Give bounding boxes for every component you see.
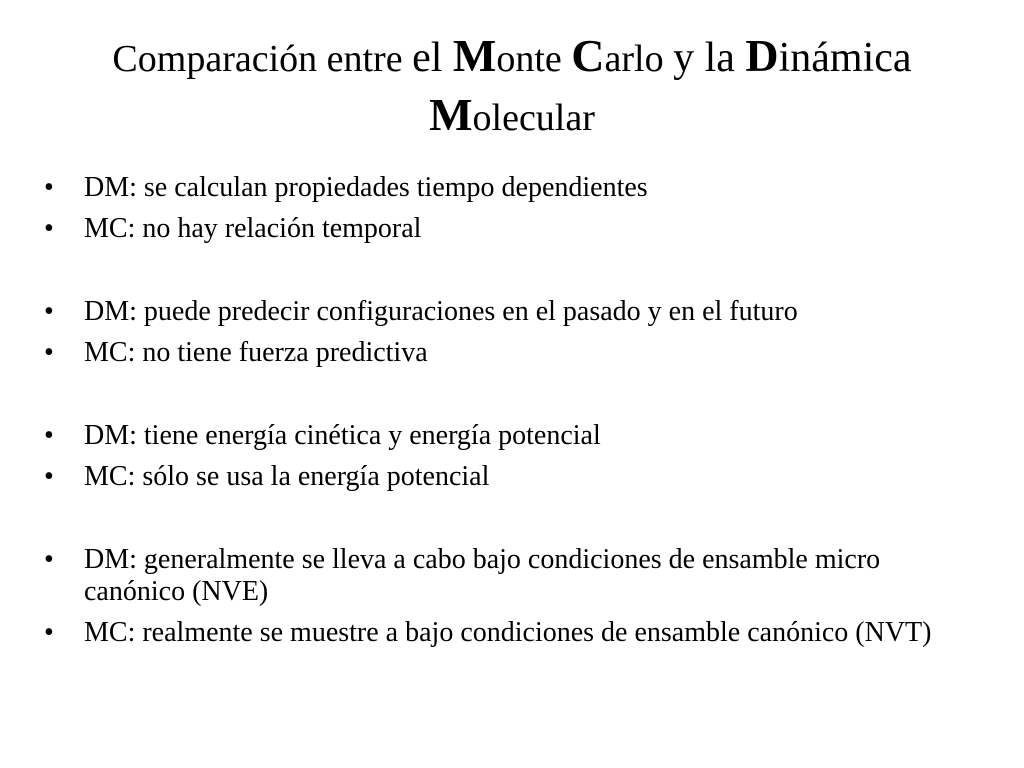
title-initial: C: [571, 30, 605, 81]
title-initial: M: [452, 30, 497, 81]
title-segment: el: [412, 35, 453, 81]
title-line-1: [20, 28, 1004, 87]
title-segment: arlo: [604, 38, 674, 80]
bullet-item: [44, 420, 984, 452]
bullet-dot: •: [44, 420, 54, 451]
bullet-text: DM: generalmente se lleva a cabo bajo condiciones de ensamble micro canónico (NVE): [84, 544, 881, 607]
bullet-item: [44, 337, 984, 369]
bullet-dot: •: [44, 172, 54, 203]
bullet-text: DM: puede predecir configuraciones en el pasado y en el futuro: [84, 296, 798, 327]
bullet-item: [44, 461, 984, 493]
bullet-item: [44, 213, 984, 245]
bullet-text: MC: realmente se muestre a bajo condiciones de ensamble canónico (NVT): [84, 617, 932, 648]
slide-title: [20, 28, 1004, 146]
bullet-dot: •: [44, 544, 54, 575]
bullet-text: MC: no hay relación temporal: [84, 213, 422, 244]
title-segment: inámica: [778, 35, 912, 81]
bullet-dot: •: [44, 617, 54, 648]
bullet-dot: •: [44, 296, 54, 327]
bullet-dot: •: [44, 337, 54, 368]
title-segment: y la: [673, 35, 746, 81]
bullet-dot: •: [44, 461, 54, 492]
title-segment: Comparación entre: [112, 38, 413, 80]
bullet-item: [44, 544, 984, 608]
bullet-text: DM: se calculan propiedades tiempo dependientes: [84, 172, 648, 203]
bullet-list: [44, 172, 984, 649]
bullet-item: [44, 172, 984, 204]
bullet-text: DM: tiene energía cinética y energía potencial: [84, 420, 601, 451]
title-segment: olecular: [472, 97, 595, 139]
bullet-dot: •: [44, 213, 54, 244]
bullet-item: [44, 296, 984, 328]
title-initial: M: [429, 89, 473, 140]
title-segment: onte: [496, 38, 572, 80]
title-line-2: [20, 87, 1004, 146]
bullet-text: MC: no tiene fuerza predictiva: [84, 337, 428, 368]
bullet-item: [44, 617, 984, 649]
bullet-text: MC: sólo se usa la energía potencial: [84, 461, 490, 492]
title-initial: D: [745, 30, 779, 81]
